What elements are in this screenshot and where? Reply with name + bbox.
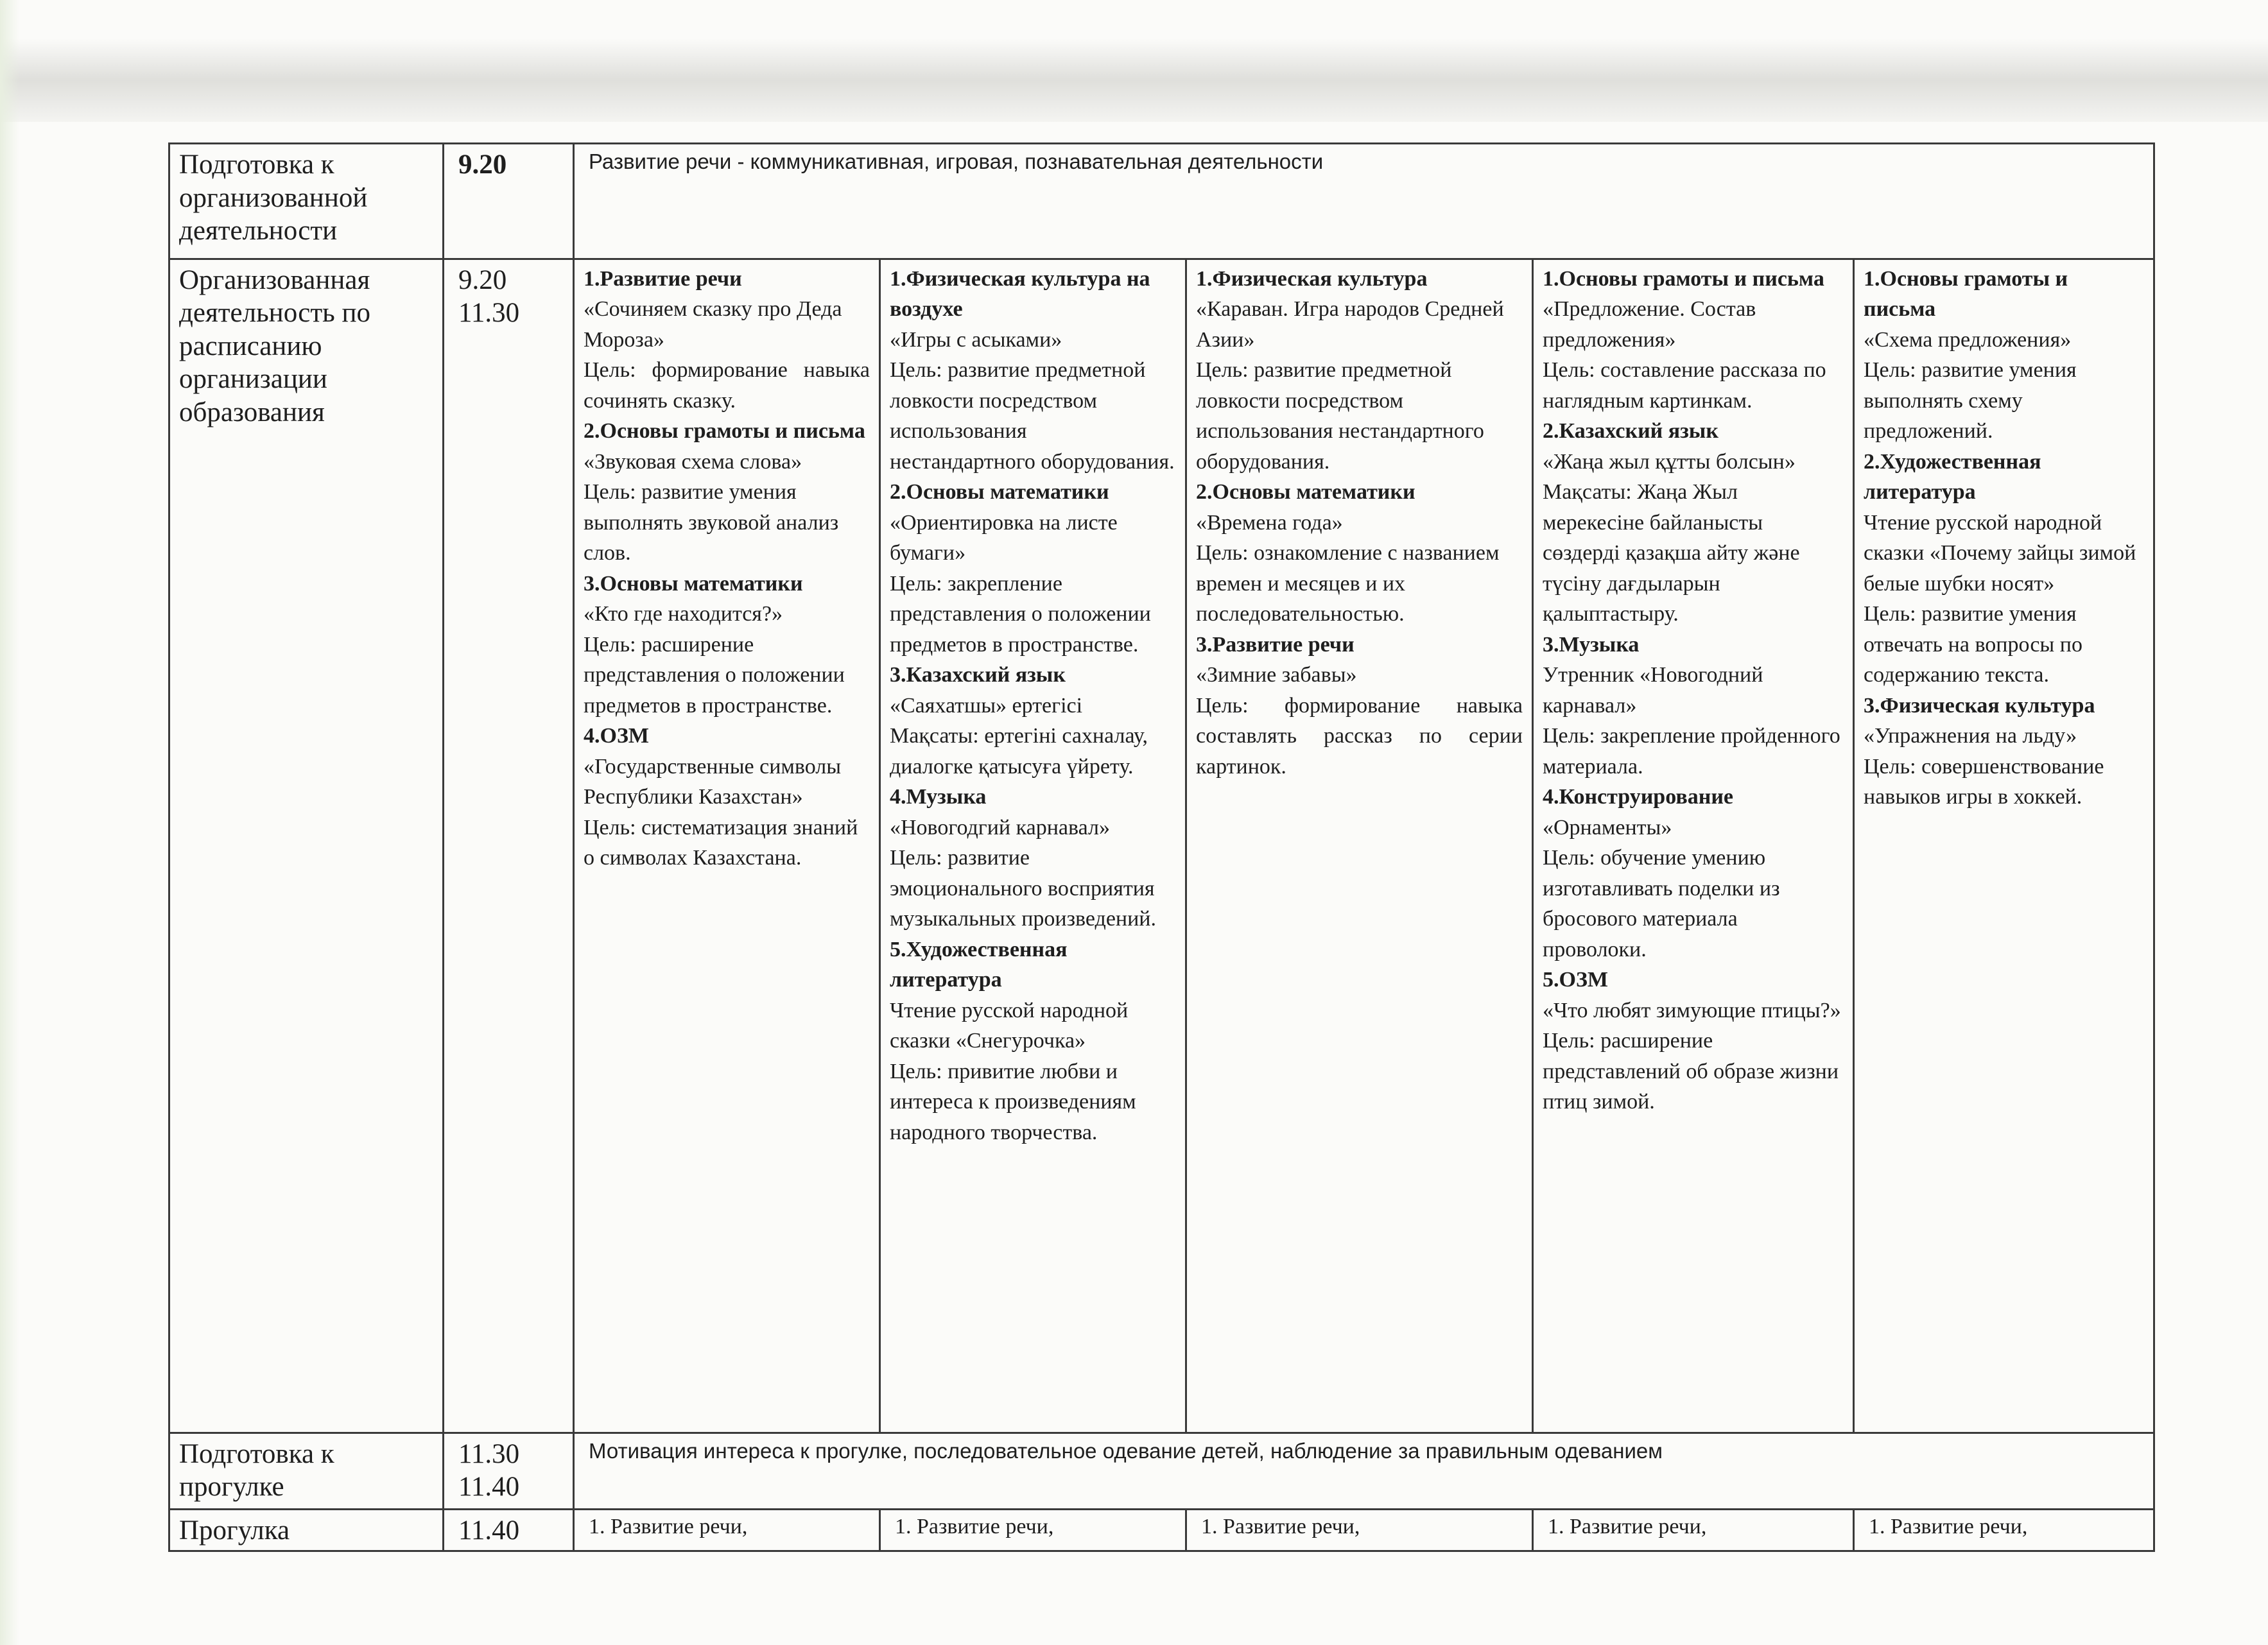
activity-item xyxy=(584,416,870,569)
activity-item xyxy=(1543,264,1844,417)
activity-goal: Цель: систематизация знаний о символах Казахстана. xyxy=(584,815,858,870)
activity-item xyxy=(584,721,870,874)
activity-topic: «Караван. Игра народов Средней Азии» xyxy=(1196,297,1504,352)
activity-goal: Цель: развитие предметной ловкости посредством использования нестандартного оборудования. xyxy=(890,358,1175,474)
day-cell-5 xyxy=(1854,259,2154,1433)
activity-goal: Цель: расширение представлений об образе жизни птиц зимой. xyxy=(1543,1029,1839,1114)
activity-goal: Цель: привитие любви и интереса к произведениям народного творчества. xyxy=(890,1059,1136,1144)
activity-topic: Чтение русской народной сказки «Почему зайцы зимой белые шубки носят» xyxy=(1864,510,2136,596)
activity-goal: Цель: совершенствование навыков игры в хоккей. xyxy=(1864,754,2104,809)
activity-subject: 4.Конструирование xyxy=(1543,785,1734,809)
activity-subject: 1.Основы грамоты и письма xyxy=(1543,266,1824,291)
activity-item xyxy=(1196,630,1523,782)
activity-topic: «Орнаменты» xyxy=(1543,815,1672,840)
activity-subject: 2.Основы математики xyxy=(890,480,1109,504)
activity-subject: 1.Физическая культура xyxy=(1196,266,1428,291)
activity-topic: «Предложение. Состав предложения» xyxy=(1543,297,1756,352)
activity-topic: «Саяхатшы» ертегісі xyxy=(890,693,1083,718)
time-cell xyxy=(444,259,574,1433)
activity-item xyxy=(1543,782,1844,965)
activity-goal: Цель: развитие умения отвечать на вопросы по содержанию текста. xyxy=(1864,602,2082,687)
activity-subject: 1.Развитие речи xyxy=(584,266,742,291)
activity-goal: Цель: расширение представления о положении предметов в пространстве. xyxy=(584,632,845,718)
activity-topic: «Звуковая схема слова» xyxy=(584,449,802,474)
activity-subject: 1.Физическая культура на воздухе xyxy=(890,266,1150,322)
time-end: 11.40 xyxy=(458,1472,520,1503)
activity-subject: 3.Основы математики xyxy=(584,571,803,596)
activity-subject: 4.ОЗМ xyxy=(584,724,649,748)
time-start: 9.20 xyxy=(458,264,507,295)
activity-description: Развитие речи - коммуникативная, игровая, познавательная деятельности xyxy=(574,144,2154,259)
activity-topic: «Жаңа жыл құтты болсын» xyxy=(1543,449,1796,474)
walk-cell: 1. Развитие речи, xyxy=(1854,1509,2154,1551)
activity-item xyxy=(1864,691,2144,813)
regime-cell: Подготовка к прогулке xyxy=(169,1433,444,1509)
activity-subject: 4.Музыка xyxy=(890,785,987,809)
walk-cell: 1. Развитие речи, xyxy=(1186,1509,1533,1551)
activity-subject: 1.Основы грамоты и письма xyxy=(1864,266,2068,322)
activity-goal: Цель: закрепление представления о положении предметов в пространстве. xyxy=(890,571,1151,657)
activity-subject: 2.Казахский язык xyxy=(1543,419,1718,444)
time-end: 11.30 xyxy=(458,298,520,329)
activity-subject: 2.Основы грамоты и письма xyxy=(584,419,865,444)
activity-item xyxy=(890,660,1176,782)
activity-item xyxy=(584,569,870,721)
activity-topic: «Государственные символы Республики Казахстан» xyxy=(584,754,842,809)
activity-item xyxy=(1864,264,2144,447)
row-prep-activity xyxy=(169,144,2154,259)
activity-item xyxy=(1543,630,1844,782)
activity-topic: «Что любят зимующие птицы?» xyxy=(1543,998,1841,1022)
activity-subject: 3.Казахский язык xyxy=(890,663,1066,687)
activity-topic: «Кто где находится?» xyxy=(584,602,783,626)
walk-cell: 1. Развитие речи, xyxy=(574,1509,880,1551)
activity-topic: «Времена года» xyxy=(1196,510,1343,535)
scan-shadow xyxy=(0,39,2268,122)
activity-goal: Цель: обучение умению изготавливать поделки из бросового материала проволоки. xyxy=(1543,846,1780,961)
activity-topic: «Новогодгий карнавал» xyxy=(890,815,1110,840)
scan-edge xyxy=(0,0,19,1645)
schedule-table xyxy=(168,142,2155,1552)
day-cell-1 xyxy=(574,259,880,1433)
activity-item xyxy=(890,934,1176,1148)
day-cell-2 xyxy=(880,259,1186,1433)
activity-topic: Утренник «Новогодний карнавал» xyxy=(1543,663,1763,718)
activity-item xyxy=(584,264,870,417)
activity-subject: 3.Музыка xyxy=(1543,632,1640,657)
activity-description: Мотивация интереса к прогулке, последовательное одевание детей, наблюдение за правильным одеванием xyxy=(574,1433,2154,1509)
row-prep-walk xyxy=(169,1433,2154,1509)
activity-subject: 3.Развитие речи xyxy=(1196,632,1355,657)
activity-subject: 2.Художественная литература xyxy=(1864,449,2041,504)
time-cell: 9.20 xyxy=(444,144,574,259)
activity-goal: Цель: формирование навыка составлять рассказ по серии картинок. xyxy=(1196,693,1523,779)
regime-cell: Прогулка xyxy=(169,1509,444,1551)
activity-goal: Цель: закрепление пройденного материала. xyxy=(1543,724,1840,779)
activity-goal: Цель: составление рассказа по наглядным картинкам. xyxy=(1543,358,1826,413)
activity-item xyxy=(1543,416,1844,630)
activity-goal: Цель: развитие умения выполнять схему предложений. xyxy=(1864,358,2077,444)
activity-goal: Мақсаты: Жаңа Жыл мерекесіне байланысты сөздерді қазақша айту және түсіну дағдыларын қалыптастыру. xyxy=(1543,480,1800,626)
activity-subject: 5.Художественная литература xyxy=(890,937,1068,992)
activity-goal: Цель: развитие предметной ловкости посредством использования нестандартного оборудования. xyxy=(1196,358,1484,474)
activity-goal: Цель: развитие умения выполнять звуковой анализ слов. xyxy=(584,480,839,565)
activity-item xyxy=(1196,264,1523,478)
time-start: 11.30 xyxy=(458,1438,520,1469)
day-cell-4 xyxy=(1533,259,1854,1433)
activity-topic: «Игры с асыками» xyxy=(890,327,1062,352)
activity-topic: «Упражнения на льду» xyxy=(1864,724,2077,748)
activity-subject: 3.Физическая культура xyxy=(1864,693,2095,718)
walk-cell: 1. Развитие речи, xyxy=(880,1509,1186,1551)
activity-subject: 2.Основы математики xyxy=(1196,480,1415,504)
activity-goal: Мақсаты: ертегіні сахналау, диалогке қатысуға үйрету. xyxy=(890,724,1148,779)
activity-goal: Цель: формирование навыка сочинять сказку. xyxy=(584,358,870,413)
activity-item xyxy=(1864,447,2144,691)
activity-item xyxy=(1543,965,1844,1117)
activity-goal: Цель: развитие эмоционального восприятия музыкальных произведений. xyxy=(890,846,1156,931)
activity-topic: «Ориентировка на листе бумаги» xyxy=(890,510,1118,565)
activity-item xyxy=(1196,477,1523,630)
day-cell-3 xyxy=(1186,259,1533,1433)
activity-item xyxy=(890,264,1176,478)
activity-topic: «Сочиняем сказку про Деда Мороза» xyxy=(584,297,842,352)
activity-topic: Чтение русской народной сказки «Снегурочка» xyxy=(890,998,1129,1053)
activity-item xyxy=(890,782,1176,934)
activity-topic: «Схема предложения» xyxy=(1864,327,2072,352)
activity-goal: Цель: ознакомление с названием времен и месяцев и их последовательностью. xyxy=(1196,541,1500,626)
row-walk xyxy=(169,1509,2154,1551)
time-cell xyxy=(444,1433,574,1509)
activity-subject: 5.ОЗМ xyxy=(1543,968,1608,992)
activity-item xyxy=(890,477,1176,660)
walk-cell: 1. Развитие речи, xyxy=(1533,1509,1854,1551)
activity-topic: «Зимние забавы» xyxy=(1196,663,1357,687)
row-organized-activity xyxy=(169,259,2154,1433)
regime-cell: Организованная деятельность по расписанию организации образования xyxy=(169,259,444,1433)
time-cell: 11.40 xyxy=(444,1509,574,1551)
regime-cell: Подготовка к организованной деятельности xyxy=(169,144,444,259)
